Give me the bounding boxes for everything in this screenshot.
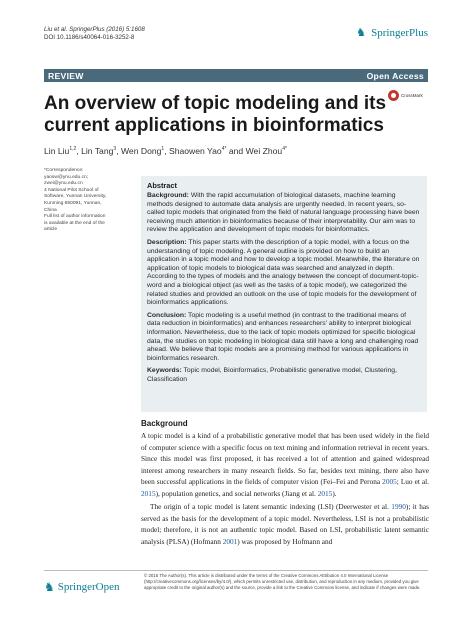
author-4[interactable]: Shaowen Yao$^{4*}$ [168,146,227,156]
license-text: © 2016 The Author(s). This article is distributed under the terms of the Creative Commons Attribution 4.0 International License (http://creativecommons.org/licenses/by/4.0/), which permits unrestricted use, distribution, and reproduction in any medium, provided you give appropriate credit to the original author(s) and the source, provide a link to the Creative Commons license, and indicate if changes were made. [144,573,421,590]
background-paragraph-1: A topic model is a kind of a probabilistic generative model that has been used widely in the field of computer science with a specific focus on text mining and information retrieval in recent years. Since this model was first proposed, it has received a lot of attention and gained widespread interest among researchers in many research fields. So far, besides text mining, there also have been successful applications in the fields of computer vision (Fei–Fei and Perona 2005; Luo et al. 2015), population genetics, and social networks (Jiang et al. 2015). [141,431,429,498]
article-type-banner [44,69,428,82]
springeropen-logo[interactable] [44,580,119,594]
abstract-description: Description: This paper starts with the description of a topic model, with a focus on the understanding of topic modeling. A general outline is provided on how to build an application in a topic model and how to develop a topic model. Meanwhile, the literature on application of topic models to biological data was searched and analyzed in depth. According to the types of models and the analogy between the concept of document-topic-word and a biological object (as well as the tasks of a topic model), we categorized the related studies and provided an outlook on the use of topic models for the development of bioinformatics applications. [147,238,420,307]
article-title: An overview of topic modeling and its current applications in bioinformatics [44,93,387,136]
abstract-background: Background: With the rapid accumulation of biological datasets, machine learning methods designed to automate data analysis are urgently needed. In recent years, so-called topic models that originated from the field of natural language processing have been receiving much attention in bioinformatics because of their interpretability. Our aim was to review the application and development of topic models for bioinformatics. [147,192,420,234]
abstract-keywords: Keywords: Topic model, Bioinformatics, Probabilistic generative model, Clustering, Classification [147,367,397,383]
citation-link[interactable]: 2015 [317,488,333,498]
abstract-heading: Abstract [147,181,177,190]
background-heading: Background [141,419,188,428]
author-3[interactable]: Wen Dong$^1$ [120,146,165,156]
article-type-label: REVIEW [48,70,84,81]
citation-link[interactable]: 2001 [222,536,238,546]
background-paragraph-2: The origin of a topic model is latent semantic indexing (LSI) (Deerwester et al. 1990); it has served as the basis for the development of a topic model. Nevertheless, LSI is not a probabilistic model; therefore, it is not an authentic topic model. Based on LSI, probabilistic latent semantic analysis (PLSA) (Hofmann 2001) was proposed by Hofmann and [141,502,429,546]
springer-horse-icon: ♞ [44,580,55,594]
correspondence-emails[interactable]: yaosw@ynu.edu.cn; zwei@ynu.edu.cn [44,174,89,187]
correspondence-sidebar [44,168,110,234]
background-section [141,419,429,547]
author-list: Lin Liu$^{1,2}$, Lin Tang$^3$, Wen Dong$^1$, Shaowen Yao$^{4*}$ and Wei Zhou$^{4*}$ [44,146,287,156]
citation-link[interactable]: 1990 [391,502,406,511]
footer-brand-name: SpringerOpen [57,581,120,593]
author-1[interactable]: Lin Liu$^{1,2}$ [44,146,77,156]
journal-citation: Liu et al. SpringerPlus (2016) 5:1608 [44,26,145,33]
full-author-info-note: Full list of author information is available at the end of the article [44,214,106,233]
doi[interactable]: DOI 10.1186/s40064-016-3252-8 [44,34,135,41]
footer-divider [44,570,428,571]
author-5[interactable]: Wei Zhou$^{4*}$ [245,146,287,156]
correspondence-label: *Correspondence: [44,168,84,173]
author-2[interactable]: Lin Tang$^3$ [81,146,117,156]
crossmark-label: CrossMark [401,93,423,98]
open-access-label: Open Access [366,70,424,81]
springerplus-logo[interactable] [356,27,428,39]
brand-name: SpringerPlus [371,27,428,39]
top-meta [44,26,145,42]
springer-horse-icon: ♞ [356,27,367,39]
abstract-conclusion: Conclusion: Topic modeling is a useful method (in contrast to the traditional means of data reduction in bioinformatics) and enhances researchers' ability to interpret biological information. Nevertheless, due to the lack of topic models optimized for specific biological data, the studies on topic modeling in biological data still have a long and challenging road ahead. We believe that topic models are a promising method for various applications in bioinformatics research. [147,311,419,362]
citation-link[interactable]: 2005 [382,477,397,486]
abstract-box [141,176,427,412]
affiliation: 4 National Pilot School of Software, Yunnan University, Kunming 650091, Yunnan, China [44,187,107,213]
citation-link[interactable]: 2015 [141,488,156,498]
